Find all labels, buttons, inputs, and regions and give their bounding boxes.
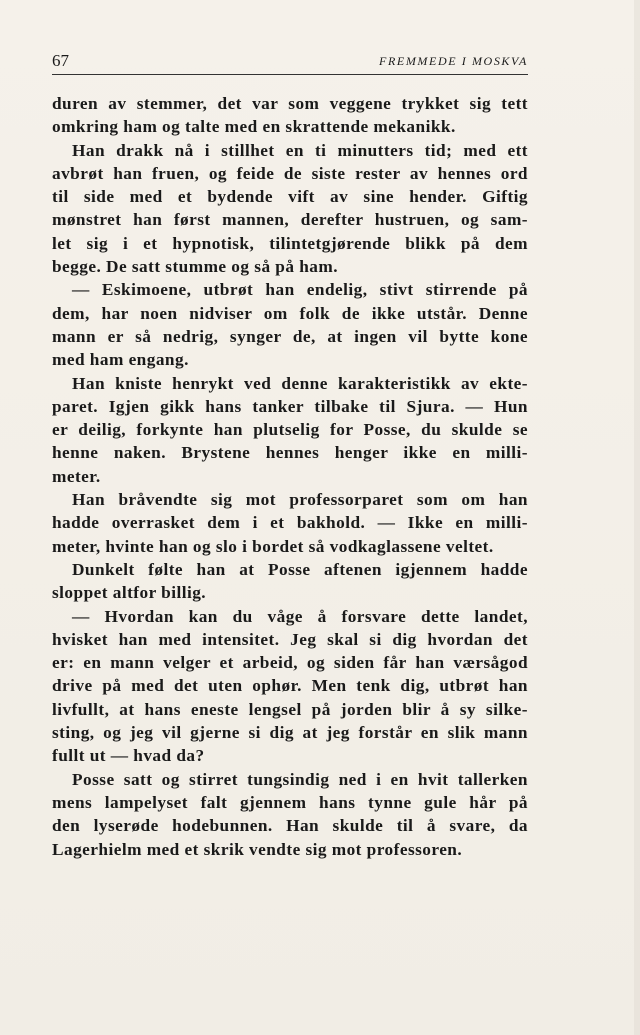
text-line: Han kniste henrykt ved denne karakteristikk av ekte- <box>72 373 528 393</box>
body-text <box>52 92 528 861</box>
text-line: Lagerhielm med et skrik vendte sig mot professoren. <box>52 839 463 859</box>
text-line: den lyserøde hodebunnen. Han skulde til å svare, da <box>52 816 528 836</box>
text-line: avbrøt han fruen, og feide de siste rester av hennes ord <box>52 163 528 183</box>
text-line: mann er så nedrig, synger de, at ingen vil bytte kone <box>52 326 528 346</box>
text-line: sloppet altfor billig. <box>52 583 207 603</box>
running-head: FREMMEDE I MOSKVA <box>379 54 528 68</box>
text-line: — Eskimoene, utbrøt han endelig, stivt stirrende på <box>72 280 528 300</box>
text-line: duren av stemmer, det var som veggene trykket sig tett <box>52 94 528 113</box>
text-line: Dunkelt følte han at Posse aftenen igjennem hadde <box>72 559 528 579</box>
text-line: mønstret han først mannen, derefter hustruen, og sam- <box>52 210 528 230</box>
text-line: henne naken. Brystene hennes henger ikke en milli- <box>52 443 528 463</box>
text-line: Han bråvendte sig mot professorparet som om han <box>72 490 528 510</box>
text-line: til side med et bydende vift av sine hender. Giftig <box>52 187 528 207</box>
text-line: hvisket han med intensitet. Jeg skal si dig hvordan det <box>52 629 528 649</box>
text-line: sting, og jeg vil gjerne si dig at jeg forstår en slik mann <box>52 723 528 743</box>
text-line: begge. De satt stumme og så på ham. <box>52 257 338 277</box>
text-line: med ham engang. <box>52 350 189 370</box>
page-edge <box>634 0 640 1035</box>
text-line: meter, hvinte han og slo i bordet så vodkaglassene veltet. <box>52 536 494 556</box>
page-number: 67 <box>52 51 69 70</box>
text-line: meter. <box>52 466 101 486</box>
text-line: paret. Igjen gikk hans tanker tilbake til Sjura. — Hun <box>52 396 528 416</box>
text-line: — Hvordan kan du våge å forsvare dette landet, <box>72 606 528 626</box>
text-line: drive på med det uten ophør. Men tenk dig, utbrøt han <box>52 676 528 696</box>
page-header <box>52 50 528 75</box>
text-line: er: en mann velger et arbeid, og siden får han værsågod <box>52 653 528 673</box>
text-line: fullt ut — hvad da? <box>52 746 205 766</box>
text-line: livfullt, at hans eneste lengsel på jorden blir å sy silke- <box>52 699 528 719</box>
text-line: mens lampelyset falt gjennem hans tynne gule hår på <box>52 792 528 812</box>
text-line: Han drakk nå i stillhet en ti minutters tid; med ett <box>72 140 528 160</box>
text-line: let sig i et hypnotisk, tilintetgjørende blikk på dem <box>52 233 528 253</box>
text-line: omkring ham og talte med en skrattende mekanikk. <box>52 117 456 137</box>
text-line: Posse satt og stirret tungsindig ned i en hvit tallerken <box>72 769 528 789</box>
text-line: er deilig, forkynte han plutselig for Posse, du skulde se <box>52 420 528 440</box>
text-line: hadde overrasket dem i et bakhold. — Ikke en milli- <box>52 513 528 533</box>
text-line: dem, har noen nidviser om folk de ikke utstår. Denne <box>52 303 528 323</box>
